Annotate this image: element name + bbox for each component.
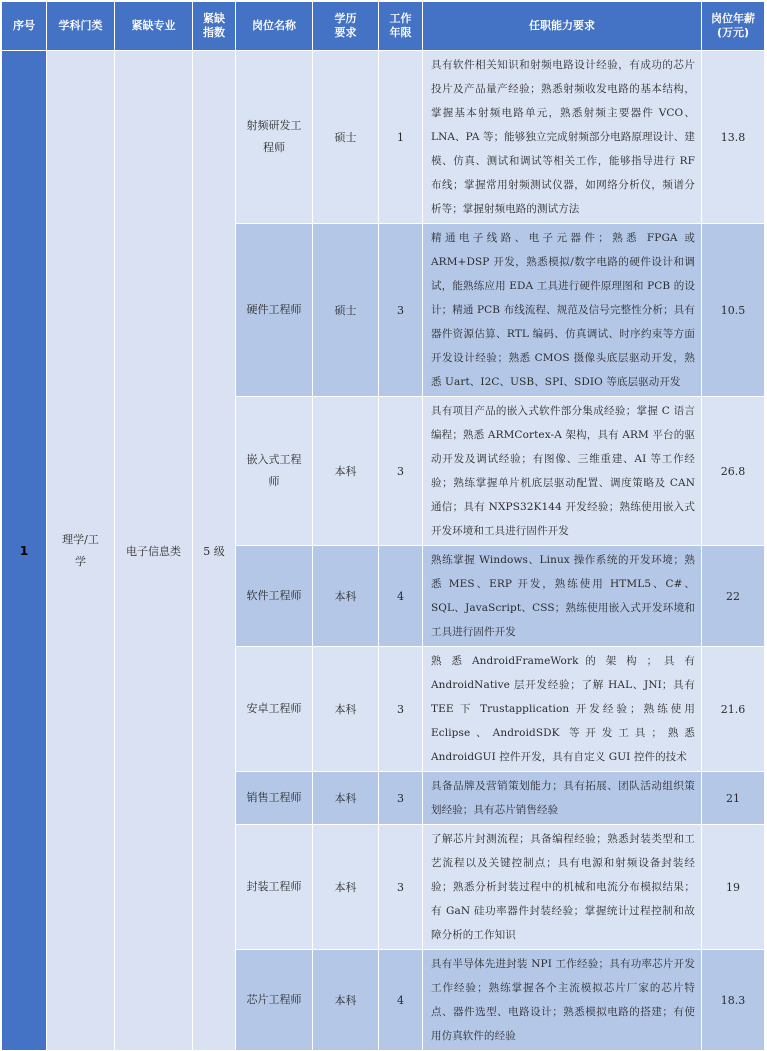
education-requirement: 本科	[313, 546, 379, 647]
annual-salary: 21	[702, 772, 765, 825]
header-shortage-line1: 紧缺	[203, 12, 225, 25]
education-requirement: 硕士	[313, 51, 379, 224]
ability-requirements: 熟练掌握 Windows、Linux 操作系统的开发环境；熟悉 MES、ERP 开发，熟练使用 HTML5、C#、SQL、JavaScript、CSS；熟练使用嵌入式开发环境和工具进行固件开发	[423, 546, 702, 647]
experience-years: 3	[379, 772, 423, 825]
experience-years: 4	[379, 950, 423, 1051]
experience-years: 3	[379, 224, 423, 397]
education-requirement: 本科	[313, 772, 379, 825]
ability-requirements: 具有项目产品的嵌入式软件部分集成经验；掌握 C 语言编程；熟悉 ARMCortex-A 架构，具有 ARM 平台的驱动开发及调试经验；有图像、三维重建、AI 等工作经验；熟练掌握单片机底层驱动配置、调度策略及 CAN 通信；具有 NXPS32K144 开发经验；熟练使用嵌入式开发环境和工具进行固件开发	[423, 397, 702, 546]
ability-requirements: 具有软件相关知识和射频电路设计经验，有成功的芯片投片及产品量产经验；熟悉射频收发电路的基本结构，掌握基本射频电路单元，熟悉射频主要器件 VCO、LNA、PA 等；能够独立完成射频部分电路原理设计、建模、仿真、测试和调试等相关工作，能够指导进行 RF 布线；掌握常用射频测试仪器，如网络分析仪，频谱分析等；掌握射频电路的测试方法	[423, 51, 702, 224]
header-discipline: 学科门类	[47, 2, 115, 51]
experience-years: 3	[379, 647, 423, 772]
annual-salary: 18.3	[702, 950, 765, 1051]
header-shortage-line2: 指数	[203, 26, 225, 39]
annual-salary: 10.5	[702, 224, 765, 397]
position-name: 封装工程师	[236, 825, 313, 950]
header-experience-line2: 年限	[389, 26, 412, 39]
header-row	[2, 2, 765, 51]
position-name: 销售工程师	[236, 772, 313, 825]
education-requirement: 本科	[313, 950, 379, 1051]
header-experience	[379, 2, 423, 51]
ability-requirements: 熟 悉 AndroidFrameWork 的 架 构 ； 具 有 AndroidNative 层开发经验；了解 HAL、JNI；具有 TEE 下 Trustapplication 开发经验；熟练使用 Eclipse、AndroidSDK 等开发工具；熟悉 AndroidGUI 控件开发，具有自定义 GUI 控件的技术	[423, 647, 702, 772]
position-name: 芯片工程师	[236, 950, 313, 1051]
annual-salary: 26.8	[702, 397, 765, 546]
group-index: 1	[2, 51, 47, 1051]
education-requirement: 本科	[313, 825, 379, 950]
education-requirement: 本科	[313, 647, 379, 772]
table-row	[2, 51, 765, 224]
experience-years: 1	[379, 51, 423, 224]
talent-shortage-table	[1, 1, 765, 1051]
education-requirement: 本科	[313, 397, 379, 546]
annual-salary: 22	[702, 546, 765, 647]
header-salary	[702, 2, 765, 51]
education-requirement: 硕士	[313, 224, 379, 397]
header-shortage-index	[193, 2, 236, 51]
annual-salary: 19	[702, 825, 765, 950]
header-requirements: 任职能力要求	[423, 2, 702, 51]
experience-years: 3	[379, 825, 423, 950]
header-major: 紧缺专业	[115, 2, 193, 51]
group-major: 电子信息类	[115, 51, 193, 1051]
annual-salary: 13.8	[702, 51, 765, 224]
position-name: 硬件工程师	[236, 224, 313, 397]
header-position: 岗位名称	[236, 2, 313, 51]
header-education-line2: 要求	[334, 26, 357, 39]
ability-requirements: 精通电子线路、电子元器件；熟悉 FPGA 或 ARM+DSP 开发，熟悉模拟/数字电路的硬件设计和调试，能熟练应用 EDA 工具进行硬件原理图和 PCB 的设计；精通 PCB 布线流程、规范及信号完整性分析；具有器件资源估算、RTL 编码、仿真调试、时序约束等方面开发设计经验；熟悉 CMOS 摄像头底层驱动开发，熟悉 Uart、I2C、USB、SPI、SDIO 等底层驱动开发	[423, 224, 702, 397]
header-experience-line1: 工作	[389, 12, 412, 25]
position-name: 软件工程师	[236, 546, 313, 647]
ability-requirements: 了解芯片封测流程；具备编程经验；熟悉封装类型和工艺流程以及关键控制点；具有电源和射频设备封装经验；熟悉分析封装过程中的机械和电流分布模拟结果；有 GaN 硅功率器件封装经验；掌握统计过程控制和故障分析的工作知识	[423, 825, 702, 950]
experience-years: 4	[379, 546, 423, 647]
annual-salary: 21.6	[702, 647, 765, 772]
ability-requirements: 具有半导体先进封装 NPI 工作经验；具有功率芯片开发工作经验；熟练掌握各个主流模拟芯片厂家的芯片特点、器件选型、电路设计；熟悉模拟电路的搭建；有使用仿真软件的经验	[423, 950, 702, 1051]
header-index: 序号	[2, 2, 47, 51]
group-shortage-level: 5 级	[193, 51, 236, 1051]
position-name: 安卓工程师	[236, 647, 313, 772]
header-salary-line2: (万元)	[716, 26, 750, 39]
header-education	[313, 2, 379, 51]
group-discipline: 理学/工学	[47, 51, 115, 1051]
position-name: 射频研发工程师	[236, 51, 313, 224]
ability-requirements: 具备品牌及营销策划能力；具有拓展、团队活动组织策划经验；具有芯片销售经验	[423, 772, 702, 825]
position-name: 嵌入式工程师	[236, 397, 313, 546]
experience-years: 3	[379, 397, 423, 546]
header-salary-line1: 岗位年薪	[711, 12, 755, 25]
header-education-line1: 学历	[334, 12, 357, 25]
